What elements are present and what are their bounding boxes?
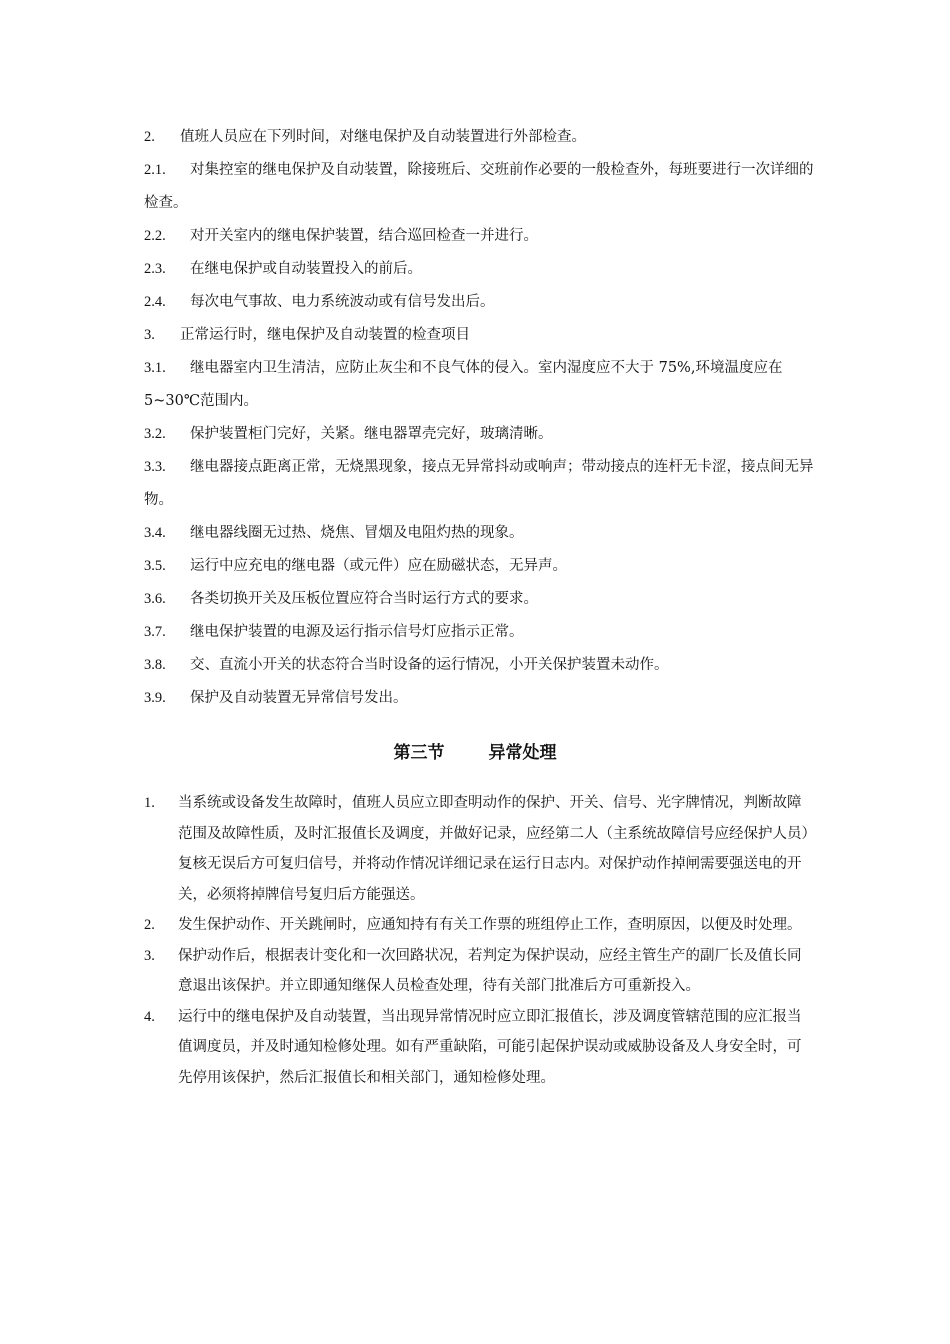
section-heading	[0, 736, 950, 770]
abnormal-handling-list	[144, 788, 814, 1093]
paragraph-3-8	[144, 649, 814, 682]
item-text: 对开关室内的继电保护装置，结合巡回检查一并进行。	[190, 228, 538, 244]
item-number: 3.2.	[144, 426, 166, 442]
item-number: 4.	[144, 1008, 155, 1025]
item-number: 3.	[144, 947, 155, 964]
item-number: 2.	[144, 917, 155, 933]
item-text: 正常运行时，继电保护及自动装置的检查项目	[180, 327, 470, 343]
list-item	[144, 788, 814, 910]
item-text: 继电保护装置的电源及运行指示信号灯应指示正常。	[190, 624, 524, 640]
item-number: 3.4.	[144, 525, 166, 541]
item-text: 当系统或设备发生故障时，值班人员应立即查明动作的保护、开关、信号、光字牌情况，判断故障范围及故障性质，及时汇报值长及调度，并做好记录，应经第二人（主系统故障信号应经保护人员）复核无误后方可复归信号，并将动作情况详细记录在运行日志内。对保护动作掉闸需要强送电的开关，必须将掉牌信号复归后方能强送。	[178, 795, 809, 903]
inspection-section	[144, 121, 814, 715]
item-number: 1.	[144, 795, 155, 811]
paragraph-2-3	[144, 253, 814, 286]
item-number: 2.4.	[144, 294, 166, 310]
paragraph-2	[144, 121, 814, 154]
item-text: 继电器线圈无过热、烧焦、冒烟及电阻灼热的现象。	[190, 525, 524, 541]
section-number: 第三节	[393, 743, 445, 763]
item-text: 发生保护动作、开关跳闸时，应通知持有有关工作票的班组停止工作，查明原因，以便及时处理。	[178, 917, 802, 933]
item-text: 继电器接点距离正常，无烧黑现象，接点无异常抖动或响声；带动接点的连杆无卡涩，接点间无异物。	[144, 459, 814, 508]
item-text: 交、直流小开关的状态符合当时设备的运行情况，小开关保护装置未动作。	[190, 657, 669, 673]
item-text: 每次电气事故、电力系统波动或有信号发出后。	[190, 294, 495, 310]
section-title: 异常处理	[488, 743, 557, 763]
item-text: 对集控室的继电保护及自动装置，除接班后、交班前作必要的一般检查外，每班要进行一次详细的检查。	[144, 162, 814, 211]
item-text: 各类切换开关及压板位置应符合当时运行方式的要求。	[190, 591, 538, 607]
item-text: 继电器室内卫生清洁，应防止灰尘和不良气体的侵入。室内湿度应不大于 75%,环境温度应在 5~30℃范围内。	[144, 360, 783, 409]
list-item	[144, 941, 814, 1002]
paragraph-3-5	[144, 550, 814, 583]
paragraph-3-6	[144, 583, 814, 616]
paragraph-3-7	[144, 616, 814, 649]
item-number: 3.8.	[144, 657, 166, 673]
item-text: 运行中的继电保护及自动装置，当出现异常情况时应立即汇报值长，涉及调度管辖范围的应汇报当值调度员，并及时通知检修处理。如有严重缺陷，可能引起保护误动或威胁设备及人身安全时，可先停用该保护，然后汇报值长和相关部门，通知检修处理。	[178, 1008, 802, 1086]
paragraph-3-3	[144, 451, 814, 517]
item-text: 保护装置柜门完好，关紧。继电器罩壳完好，玻璃清晰。	[190, 426, 553, 442]
paragraph-3-9	[144, 682, 814, 715]
paragraph-3-2	[144, 418, 814, 451]
item-number: 2.1.	[144, 162, 166, 178]
item-text: 在继电保护或自动装置投入的前后。	[190, 261, 422, 277]
item-number: 2.	[144, 129, 155, 145]
paragraph-3-1	[144, 352, 814, 418]
item-number: 3.9.	[144, 690, 166, 706]
item-number: 3.1.	[144, 360, 166, 376]
paragraph-3	[144, 319, 814, 352]
item-text: 保护及自动装置无异常信号发出。	[190, 690, 408, 706]
paragraph-3-4	[144, 517, 814, 550]
item-text: 运行中应充电的继电器（或元件）应在励磁状态，无异声。	[190, 558, 567, 574]
paragraph-2-1	[144, 154, 814, 220]
paragraph-2-2	[144, 220, 814, 253]
item-text: 值班人员应在下列时间，对继电保护及自动装置进行外部检查。	[180, 129, 586, 145]
item-number: 3.3.	[144, 459, 166, 475]
item-number: 3.6.	[144, 591, 166, 607]
list-item	[144, 1002, 814, 1094]
list-item	[144, 910, 814, 941]
item-number: 3.7.	[144, 624, 166, 640]
paragraph-2-4	[144, 286, 814, 319]
item-number: 2.3.	[144, 261, 166, 277]
item-number: 3.5.	[144, 558, 166, 574]
item-text: 保护动作后，根据表计变化和一次回路状况，若判定为保护误动，应经主管生产的副厂长及值长同意退出该保护。并立即通知继保人员检查处理，待有关部门批准后方可重新投入。	[178, 947, 802, 994]
item-number: 2.2.	[144, 228, 166, 244]
item-number: 3.	[144, 327, 155, 343]
